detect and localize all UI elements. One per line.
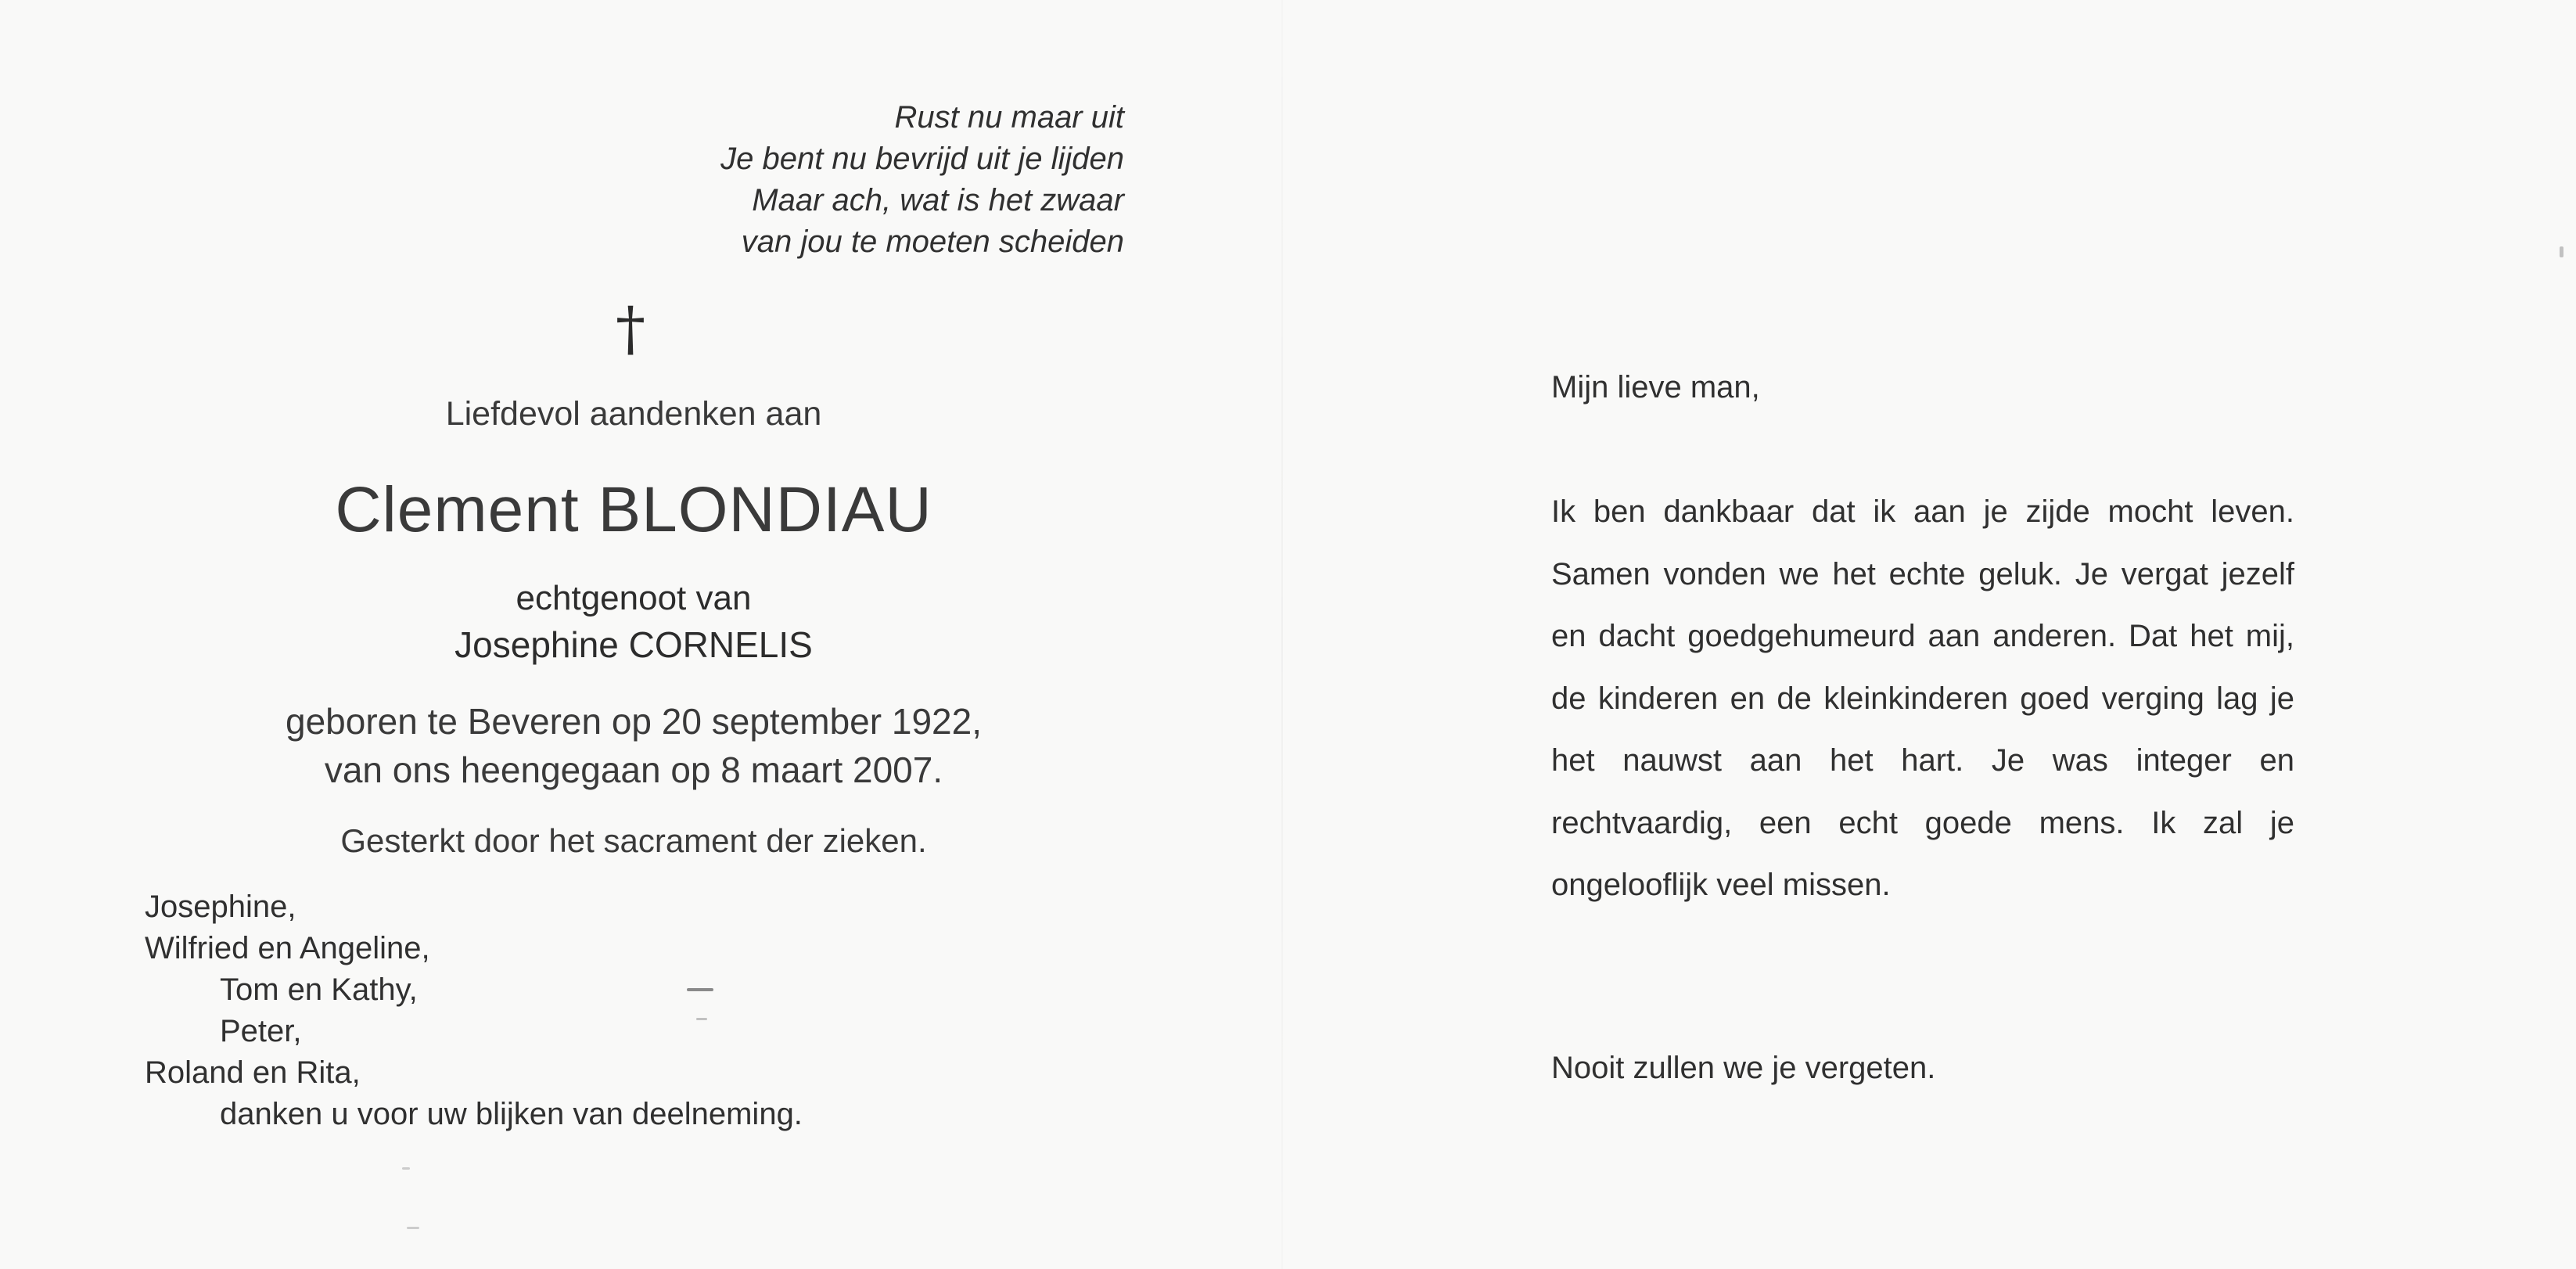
family-line: Peter, [220,1014,302,1048]
poem-line-3: Maar ach, wat is het zwaar [752,183,1124,217]
spouse-label: echtgenoot van [516,579,752,617]
letter-body: Ik ben dankbaar dat ik aan je zijde mocht leven. Samen vonden we het echte geluk. Je vergat jezelf en dacht goedgehumeurd aan anderen. Dat het mij, de kinderen en de kleinkinderen goed verging lag je het nauwst aan het hart. Je was integer en rechtvaardig, een echt goede mens. Ik zal je ongelooflijk veel missen. [1551,494,2294,902]
spouse-name: Josephine CORNELIS [454,624,813,665]
family-line: Josephine, [145,890,296,924]
poem-line-2: Je bent nu bevrijd uit je lijden [720,142,1124,176]
thanks-line: danken u voor uw blijken van deelneming. [220,1097,803,1131]
paper-speck [407,1227,419,1229]
left-panel [0,0,1281,1269]
cross-icon: † [616,293,645,363]
birth-info: geboren te Beveren op 20 september 1922, [286,701,982,742]
letter-closing: Nooit zullen we je vergeten. [1551,1051,1936,1085]
paper-speck [696,1018,707,1020]
family-line: Tom en Kathy, [220,972,418,1007]
poem [720,97,1124,263]
family-list [145,886,803,1135]
paper-speck [402,1167,410,1170]
paper-speck [2560,246,2563,257]
letter-greeting: Mijn lieve man, [1551,370,1760,404]
paper-speck [687,988,713,991]
family-line: Wilfried en Angeline, [145,931,430,965]
sacrament-note: Gesterkt door het sacrament der zieken. [340,822,927,859]
memorial-intro: Liefdevol aandenken aan [445,395,822,433]
family-line: Roland en Rita, [145,1055,361,1090]
deceased-name: Clement BLONDIAU [335,474,932,545]
death-info: van ons heengegaan op 8 maart 2007. [324,750,943,790]
poem-line-1: Rust nu maar uit [894,100,1124,135]
poem-line-4: van jou te moeten scheiden [741,225,1124,259]
